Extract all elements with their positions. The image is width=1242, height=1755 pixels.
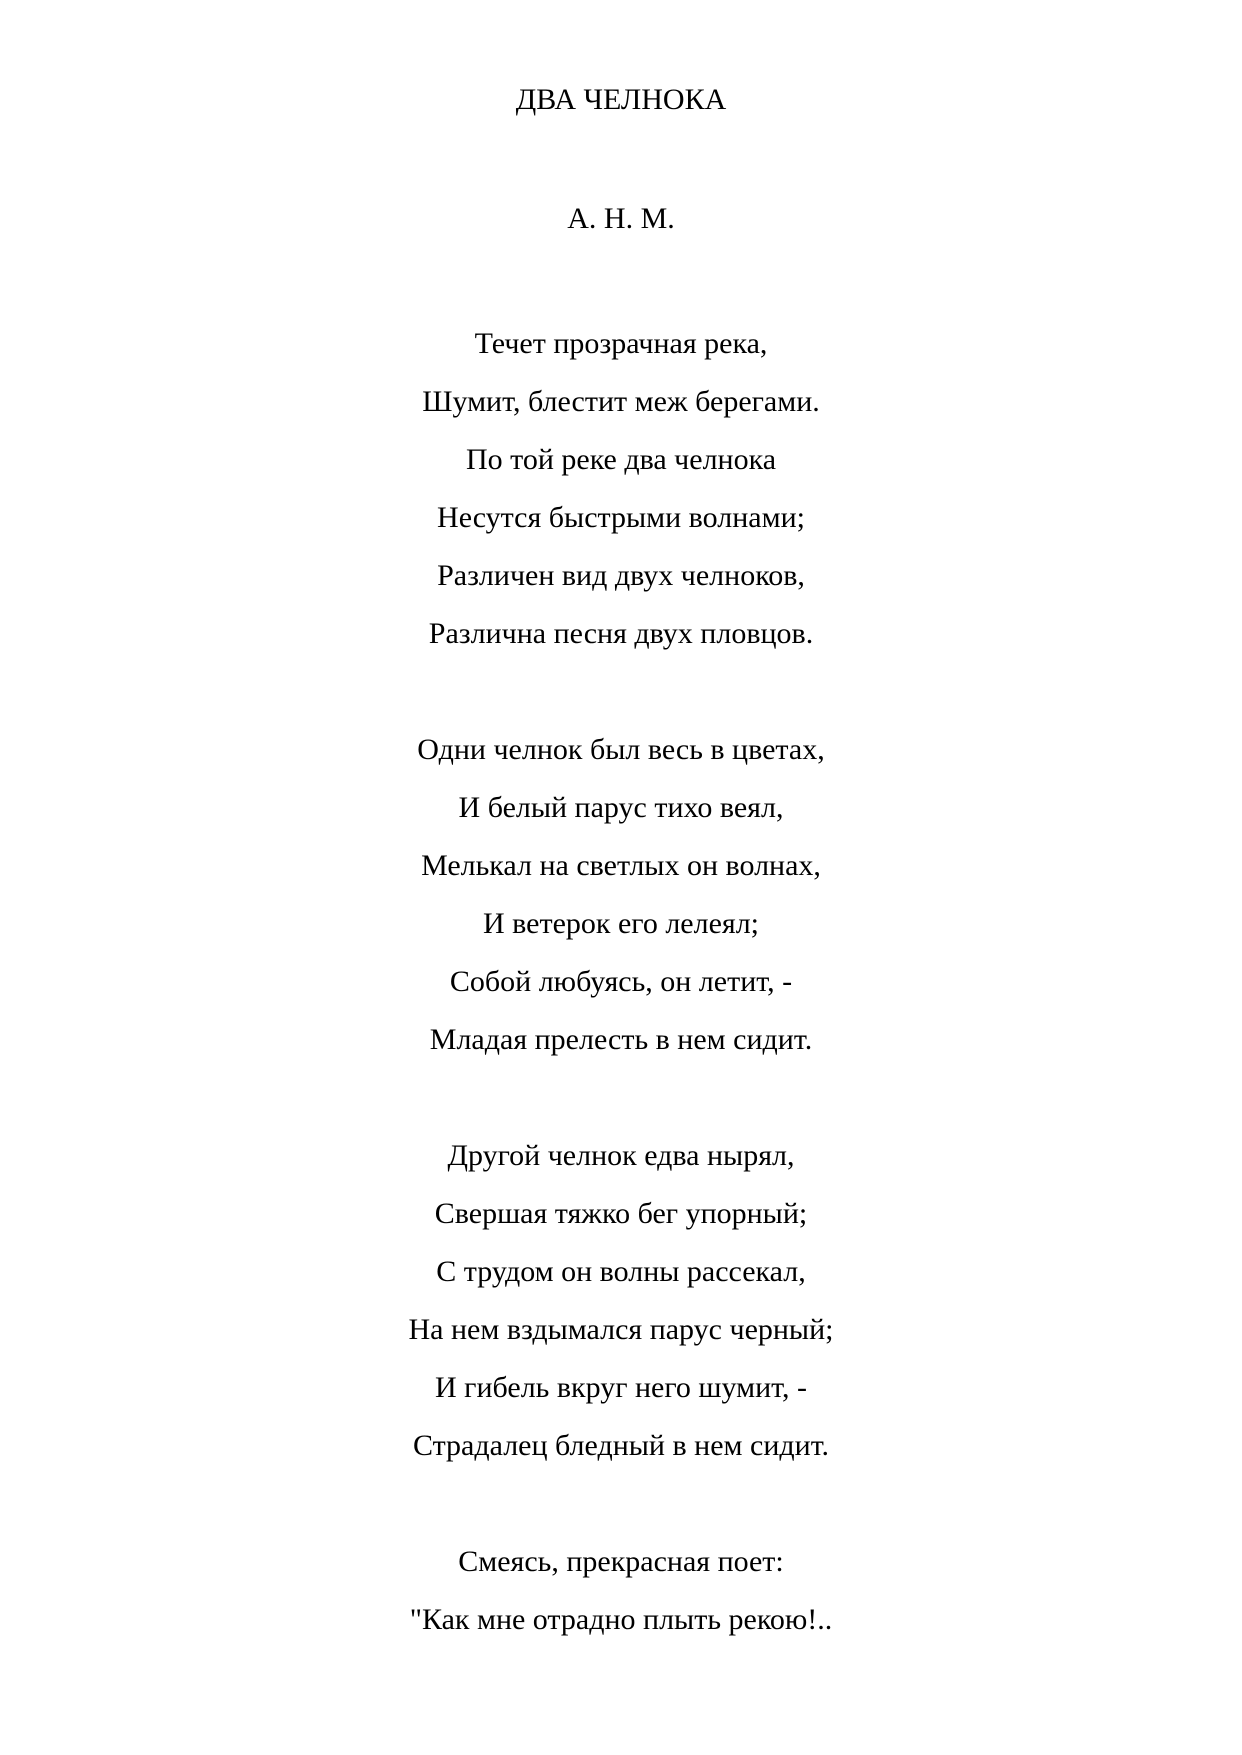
poem-line: По той реке два челнока (465, 443, 777, 476)
stanza (0, 721, 1242, 1069)
poem-line: Страдалец бледный в нем сидит. (412, 1429, 830, 1462)
stanza (0, 1533, 1242, 1649)
poem-line: И гибель вкруг него шумит, - (434, 1371, 808, 1404)
poem-line: Свершая тяжко бег упорный; (434, 1197, 808, 1230)
poem-line: Младая прелесть в нем сидит. (429, 1023, 813, 1056)
poem-line: Одни челнок был весь в цветах, (417, 733, 825, 766)
poem-line: "Как мне отрадно плыть рекою!.. (409, 1603, 833, 1636)
poem-title: ДВА ЧЕЛНОКА (515, 83, 727, 116)
poem-line: И ветерок его лелеял; (482, 907, 760, 940)
poem-line: Шумит, блестит меж берегами. (422, 385, 820, 418)
stanza (0, 1127, 1242, 1475)
poem-line: Течет прозрачная река, (474, 327, 768, 360)
poem-line: Собой любуясь, он летит, - (449, 965, 793, 998)
poem-line: Различен вид двух челноков, (437, 559, 805, 592)
poem-line: С трудом он волны рассекал, (436, 1255, 806, 1288)
poem-line: Другой челнок едва нырял, (447, 1139, 795, 1172)
stanza (0, 315, 1242, 663)
poem-line: Различна песня двух пловцов. (428, 617, 814, 650)
poem-line: Мелькал на светлых он волнах, (421, 849, 821, 882)
poem-line: И белый парус тихо веял, (458, 791, 784, 824)
poem-dedication: А. Н. М. (567, 202, 675, 235)
poem-line: На нем вздымался парус черный; (408, 1313, 834, 1346)
poem-line: Несутся быстрыми волнами; (437, 501, 805, 534)
poem-line: Смеясь, прекрасная поет: (458, 1545, 784, 1578)
